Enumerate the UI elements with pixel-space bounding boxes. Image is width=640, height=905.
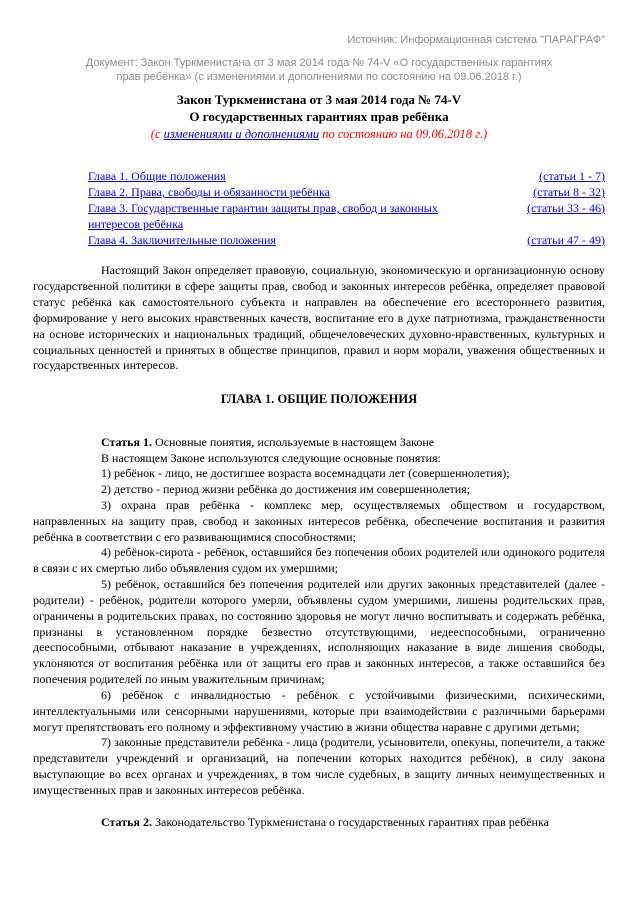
- toc-chapter-1-articles-link[interactable]: (статьи 1 - 7): [539, 169, 605, 184]
- toc-row: [88, 169, 605, 185]
- definition-item-1: 1) ребёнок - лицо, не достигшее возраста восемнадцати лет (совершеннолетия);: [101, 466, 510, 481]
- article-2-heading: [33, 815, 605, 831]
- toc-chapter-2-link[interactable]: Глава 2. Права, свободы и обязанности ребёнка: [88, 185, 330, 200]
- law-title-line2: О государственных гарантиях прав ребёнка: [189, 108, 449, 124]
- toc-chapter-3-articles-link[interactable]: (статьи 33 - 46): [527, 200, 605, 215]
- definition-item-6: 6) ребёнок с инвалидностью - ребёнок с устойчивыми физическими, психическими, интеллектуальными или сенсорными нарушениями, которые при взаимодействии с различными барьерами могут препятствовать его полному и эффективному участию в жизни общества наравне с другими детьми;: [33, 687, 605, 734]
- amendments-suffix: по состоянию на 09.06.2018 г.): [319, 126, 488, 141]
- definition-item-5: 5) ребёнок, оставшийся без попечения родителей или других законных представителей (далее - родители) - ребёнок, родители которого умерли, объявлены судом умершими, лишены родительских прав, ограничены в родительских правах, по состоянию здоровья не могут лично воспитывать и содержать ребёнка, признаны в установленном порядке безвестно отсутствующими, недееспособными, ограниченно дееспособными, отбывают наказание в учреждениях, исполняющих наказание в виде лишения свободы, уклоняются от воспитания ребёнка или от защиты его прав и законных интересов, а также оставшийся без попечения родителей по иным уважительным причинам;: [33, 577, 605, 687]
- toc-chapter-3-link[interactable]: Глава 3. Государственные гарантии защиты прав, свобод и законных интересов ребёнка: [88, 200, 438, 231]
- article-1-lead: В настоящем Законе используются следующие основные понятия:: [101, 450, 441, 465]
- table-of-contents: [88, 169, 605, 248]
- toc-row: [88, 201, 605, 233]
- document-reference: Документ: Закон Туркменистана от 3 мая 2014 года № 74-V «О государственных гарантиях прав ребёнка» (с изменениями и дополнениями по состоянию на 09.06.2018 г.): [85, 56, 553, 83]
- title-block: [33, 92, 605, 142]
- article-1-title: Основные понятия, используемые в настоящем Законе: [151, 434, 435, 449]
- article-2-label: Статья 2.: [101, 814, 152, 829]
- definition-item-4: 4) ребёнок-сирота - ребёнок, оставшийся без попечения обоих родителей или одинокого родителя в связи с их смертью либо объявления судом их умершими;: [33, 545, 605, 576]
- article-2-title: Законодательство Туркменистана о государственных гарантиях прав ребёнка: [151, 814, 549, 829]
- toc-row: [88, 233, 605, 249]
- amendments-prefix: (с: [150, 126, 164, 141]
- toc-chapter-1-link[interactable]: Глава 1. Общие положения: [88, 169, 226, 184]
- toc-row: [88, 185, 605, 201]
- definition-item-7: 7) законные представители ребёнка - лица (родители, усыновители, опекуны, попечители, а также представители учреждений и организаций, на попечении которых находится ребёнок), в силу закона выступающие во всех органах и учреждениях, в том числе судебных, в защиту личных неимущественных и имущественных прав и законных интересов ребёнка.: [33, 735, 605, 797]
- article-1-heading: [33, 435, 605, 451]
- toc-chapter-2-articles-link[interactable]: (статьи 8 - 32): [533, 185, 605, 200]
- chapter-1-heading: ГЛАВА 1. ОБЩИЕ ПОЛОЖЕНИЯ: [220, 392, 418, 407]
- toc-chapter-4-link[interactable]: Глава 4. Заключительные положения: [88, 232, 276, 247]
- source-line: Источник: Информационная система "ПАРАГРАФ": [347, 34, 605, 46]
- definition-item-3: 3) охрана прав ребёнка - комплекс мер, осуществляемых обществом и государством, направленных на защиту прав, свобод и законных интересов ребёнка, обеспечение воспитания и развития ребёнка в соответствии с его развивающимися способностями;: [33, 498, 605, 544]
- law-title-line1: Закон Туркменистана от 3 мая 2014 года № 74-V: [176, 92, 462, 108]
- intro-paragraph: Настоящий Закон определяет правовую, социальную, экономическую и организационную основу государственной политики в сфере защиты прав, свобод и законных интересов ребёнка, определяет правовой статус ребёнка как самостоятельного субъекта и направлен на обеспечение его всестороннего развития, формирование у него высоких нравственных качеств, воспитание его в духе патриотизма, гражданственности на основе исторических и национальных традиций, общечеловеческих духовно-нравственных, культурных и социальных ценностей и принятых в обществе принципов, правил и норм морали, уважения общественных и государственных интересов.: [33, 263, 605, 373]
- definition-item-2: 2) детство - период жизни ребёнка до достижения им совершеннолетия;: [101, 482, 471, 497]
- amendments-note: [33, 126, 605, 143]
- toc-chapter-4-articles-link[interactable]: (статьи 47 - 49): [527, 232, 605, 247]
- amendments-link[interactable]: изменениями и дополнениями: [163, 126, 320, 141]
- article-1-label: Статья 1.: [101, 434, 152, 449]
